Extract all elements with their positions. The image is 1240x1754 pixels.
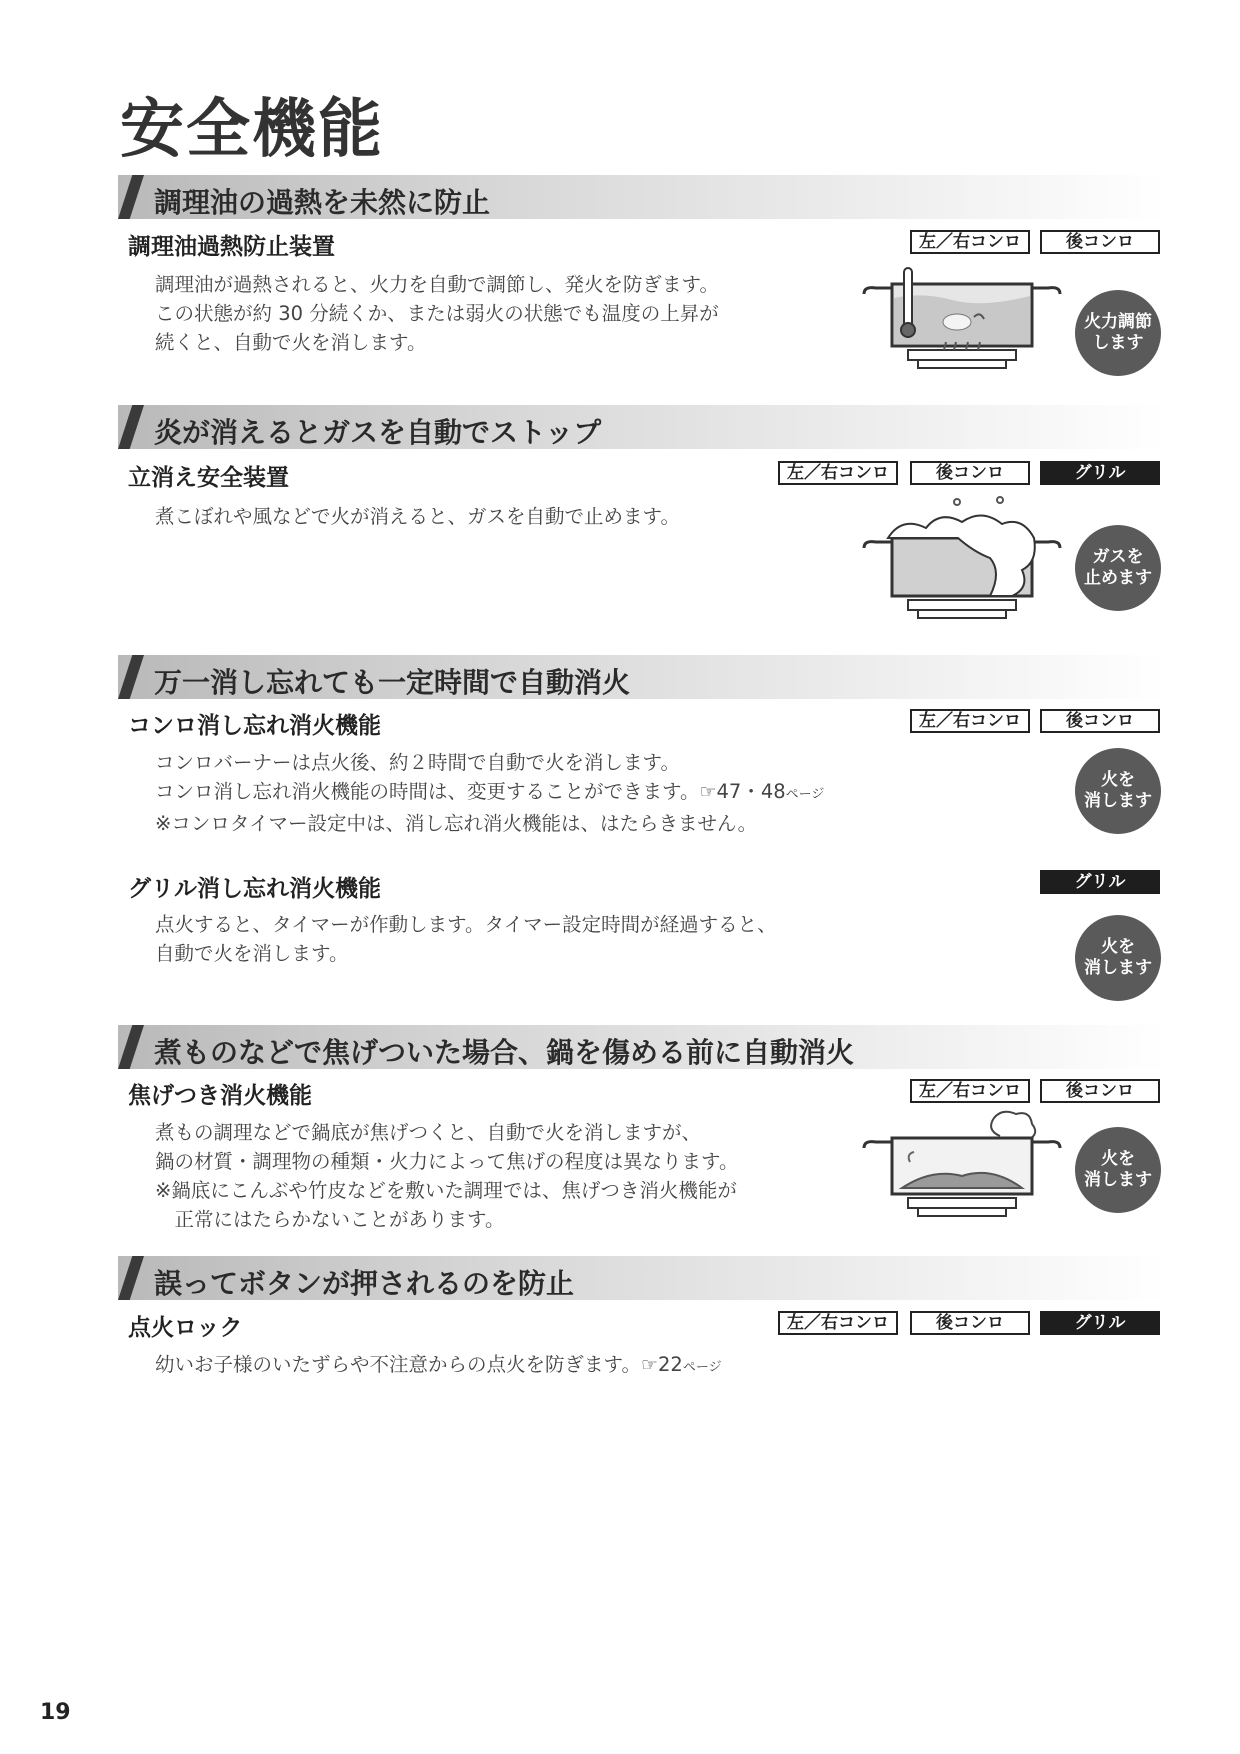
status-circle-flame-off xyxy=(1075,748,1161,834)
feature-description xyxy=(155,1118,738,1234)
status-line: 火を xyxy=(1101,1149,1135,1169)
status-line: 消します xyxy=(1084,958,1152,978)
status-line: します xyxy=(1092,333,1144,353)
pot-boilover-illustration xyxy=(862,492,1062,622)
page-reference-unit: ページ xyxy=(785,787,825,802)
page-reference-icon: ☞ xyxy=(640,1354,658,1376)
feature-description xyxy=(155,910,777,968)
feature-title-scorch-shutoff: 焦げつき消火機能 xyxy=(128,1083,312,1109)
status-circle-flame-adjust xyxy=(1075,290,1161,376)
section-header-flame-out xyxy=(118,405,1168,449)
status-circle-flame-off xyxy=(1075,915,1161,1001)
section-title: 調理油の過熱を未然に防止 xyxy=(154,186,491,219)
badge-back-burner: 後コンロ xyxy=(1040,230,1160,254)
badge-left-right-burner: 左／右コンロ xyxy=(778,461,898,485)
feature-description xyxy=(155,1350,722,1382)
status-line: ガスを xyxy=(1092,547,1144,567)
page-reference-icon: ☞ xyxy=(699,781,717,803)
section-title: 炎が消えるとガスを自動でストップ xyxy=(154,416,602,449)
description-line: ※鍋底にこんぶや竹皮などを敷いた調理では、焦げつき消火機能が xyxy=(155,1179,737,1202)
feature-title-flame-failure-device: 立消え安全装置 xyxy=(128,465,289,491)
badge-back-burner: 後コンロ xyxy=(910,1311,1030,1335)
description-line: 調理油が過熱されると、火力を自動で調節し、発火を防ぎます。 xyxy=(155,273,719,296)
status-line: 火力調節 xyxy=(1084,312,1152,332)
page-reference-number[interactable]: 22 xyxy=(658,1353,683,1376)
section-slash-mark xyxy=(118,405,144,449)
section-title: 万一消し忘れても一定時間で自動消火 xyxy=(154,666,631,699)
feature-title-ignition-lock: 点火ロック xyxy=(128,1315,243,1341)
status-line: 火を xyxy=(1101,937,1135,957)
section-slash-mark xyxy=(118,1025,144,1069)
description-line: コンロバーナーは点火後、約２時間で自動で火を消します。 xyxy=(155,751,680,774)
description-line: ※コンロタイマー設定中は、消し忘れ消火機能は、はたらきません。 xyxy=(155,812,758,835)
page-title: 安全機能 xyxy=(120,93,384,167)
page-reference-unit: ページ xyxy=(682,1360,722,1375)
description-line: 煮もの調理などで鍋底が焦げつくと、自動で火を消しますが、 xyxy=(155,1121,702,1144)
page-number: 19 xyxy=(40,1700,71,1725)
status-line: 火を xyxy=(1101,770,1135,790)
section-title: 誤ってボタンが押されるのを防止 xyxy=(154,1267,575,1300)
section-slash-mark xyxy=(118,175,144,219)
badge-left-right-burner: 左／右コンロ xyxy=(910,230,1030,254)
section-slash-mark xyxy=(118,1256,144,1300)
section-header-ignition-lock xyxy=(118,1256,1168,1300)
description-line: 正常にはたらかないことがあります。 xyxy=(155,1208,505,1231)
section-header-auto-shutoff xyxy=(118,655,1168,699)
status-line: 止めます xyxy=(1084,568,1152,588)
feature-title-oil-overheat-prevention: 調理油過熱防止装置 xyxy=(128,234,335,260)
description-line: 自動で火を消します。 xyxy=(155,942,349,965)
description-line xyxy=(155,777,824,809)
badge-left-right-burner: 左／右コンロ xyxy=(910,1079,1030,1103)
status-line: 消します xyxy=(1084,1170,1152,1190)
description-text: コンロ消し忘れ消火機能の時間は、変更することができます。 xyxy=(155,780,700,803)
description-line: 続くと、自動で火を消します。 xyxy=(155,331,427,354)
status-line: 消します xyxy=(1084,791,1152,811)
feature-title-grill-auto-off: グリル消し忘れ消火機能 xyxy=(128,876,381,902)
section-slash-mark xyxy=(118,655,144,699)
badge-grill: グリル xyxy=(1040,1311,1160,1335)
section-header-scorch xyxy=(118,1025,1168,1069)
description-text: 幼いお子様のいたずらや不注意からの点火を防ぎます。 xyxy=(155,1353,641,1376)
section-header-oil-overheat xyxy=(118,175,1168,219)
feature-title-burner-auto-off: コンロ消し忘れ消火機能 xyxy=(128,713,381,739)
status-circle-flame-off xyxy=(1075,1127,1161,1213)
feature-description xyxy=(155,502,680,531)
page-reference-number[interactable]: 47・48 xyxy=(716,780,786,803)
description-line: この状態が約 30 分続くか、または弱火の状態でも温度の上昇が xyxy=(155,302,719,325)
section-title: 煮ものなどで焦げついた場合、鍋を傷める前に自動消火 xyxy=(154,1036,855,1069)
badge-left-right-burner: 左／右コンロ xyxy=(910,709,1030,733)
badge-back-burner: 後コンロ xyxy=(910,461,1030,485)
feature-description xyxy=(155,748,824,838)
status-circle-gas-stop xyxy=(1075,525,1161,611)
description-line xyxy=(155,1350,722,1382)
pot-thermometer-illustration xyxy=(862,262,1062,372)
feature-description xyxy=(155,270,719,357)
badge-back-burner: 後コンロ xyxy=(1040,709,1160,733)
badge-back-burner: 後コンロ xyxy=(1040,1079,1160,1103)
description-line: 鍋の材質・調理物の種類・火力によって焦げの程度は異なります。 xyxy=(155,1150,739,1173)
description-line: 煮こぼれや風などで火が消えると、ガスを自動で止めます。 xyxy=(155,505,680,528)
badge-grill: グリル xyxy=(1040,870,1160,894)
badge-left-right-burner: 左／右コンロ xyxy=(778,1311,898,1335)
pot-scorch-illustration xyxy=(862,1108,1062,1222)
badge-grill: グリル xyxy=(1040,461,1160,485)
description-line: 点火すると、タイマーが作動します。タイマー設定時間が経過すると、 xyxy=(155,913,777,936)
